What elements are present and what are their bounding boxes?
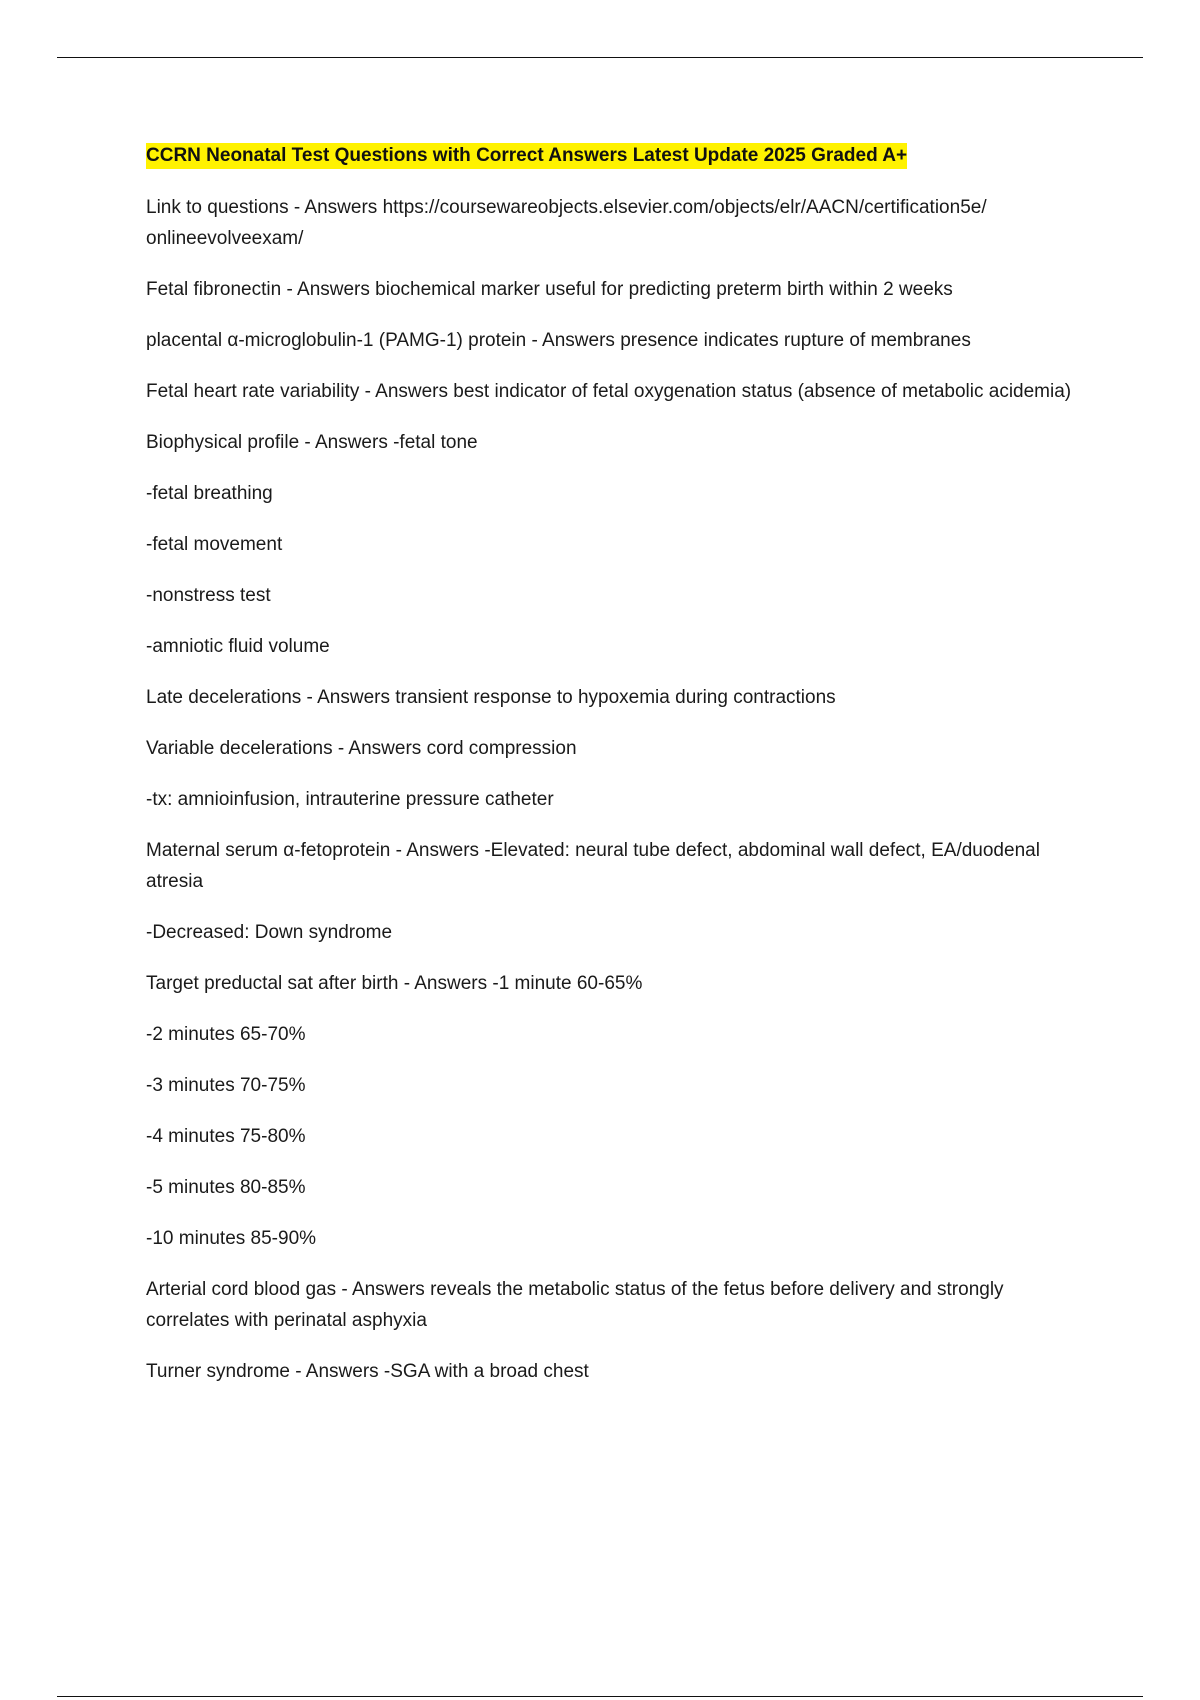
qa-entry-subitem: -5 minutes 80-85% bbox=[146, 1177, 306, 1198]
document-title: CCRN Neonatal Test Questions with Correct Answers Latest Update 2025 Graded A+ bbox=[146, 143, 907, 169]
qa-entry: Turner syndrome - Answers -SGA with a broad chest bbox=[146, 1361, 589, 1382]
qa-entry-subitem: -Decreased: Down syndrome bbox=[146, 922, 393, 943]
qa-entry: Fetal fibronectin - Answers biochemical marker useful for predicting preterm birth within 2 weeks bbox=[146, 279, 953, 300]
qa-entry-subitem: -10 minutes 85-90% bbox=[146, 1228, 317, 1249]
qa-entry-link: Link to questions - Answers https://coursewareobjects.elsevier.com/objects/elr/AACN/certification5e/ onlineevolveexam/ bbox=[146, 197, 987, 249]
qa-entry: Fetal heart rate variability - Answers best indicator of fetal oxygenation status (absence of metabolic acidemia) bbox=[146, 381, 1072, 402]
qa-entry: Biophysical profile - Answers -fetal tone bbox=[146, 432, 478, 453]
qa-entry: Maternal serum α-fetoprotein - Answers -Elevated: neural tube defect, abdominal wall defect, EA/duodenal atresia bbox=[146, 840, 1040, 892]
qa-entry-subitem: -3 minutes 70-75% bbox=[146, 1075, 306, 1096]
footer-rule bbox=[57, 1696, 1143, 1697]
qa-entry-subitem: -amniotic fluid volume bbox=[146, 636, 330, 657]
qa-entry: Late decelerations - Answers transient response to hypoxemia during contractions bbox=[146, 687, 836, 708]
qa-entry-subitem: -fetal movement bbox=[146, 534, 283, 555]
qa-entry: Arterial cord blood gas - Answers reveals the metabolic status of the fetus before delivery and strongly correlates with perinatal asphyxia bbox=[146, 1279, 1004, 1331]
qa-entry: Variable decelerations - Answers cord compression bbox=[146, 738, 577, 759]
header-rule bbox=[57, 57, 1143, 58]
qa-entry-subitem: -4 minutes 75-80% bbox=[146, 1126, 306, 1147]
qa-entry: Target preductal sat after birth - Answers -1 minute 60-65% bbox=[146, 973, 643, 994]
qa-entry-subitem: -tx: amnioinfusion, intrauterine pressure catheter bbox=[146, 789, 554, 810]
qa-entry-subitem: -nonstress test bbox=[146, 585, 271, 606]
qa-entry-subitem: -fetal breathing bbox=[146, 483, 273, 504]
qa-entry: placental α-microglobulin-1 (PAMG-1) protein - Answers presence indicates rupture of membranes bbox=[146, 330, 971, 351]
document-body bbox=[146, 143, 1086, 1407]
qa-entry-subitem: -2 minutes 65-70% bbox=[146, 1024, 306, 1045]
